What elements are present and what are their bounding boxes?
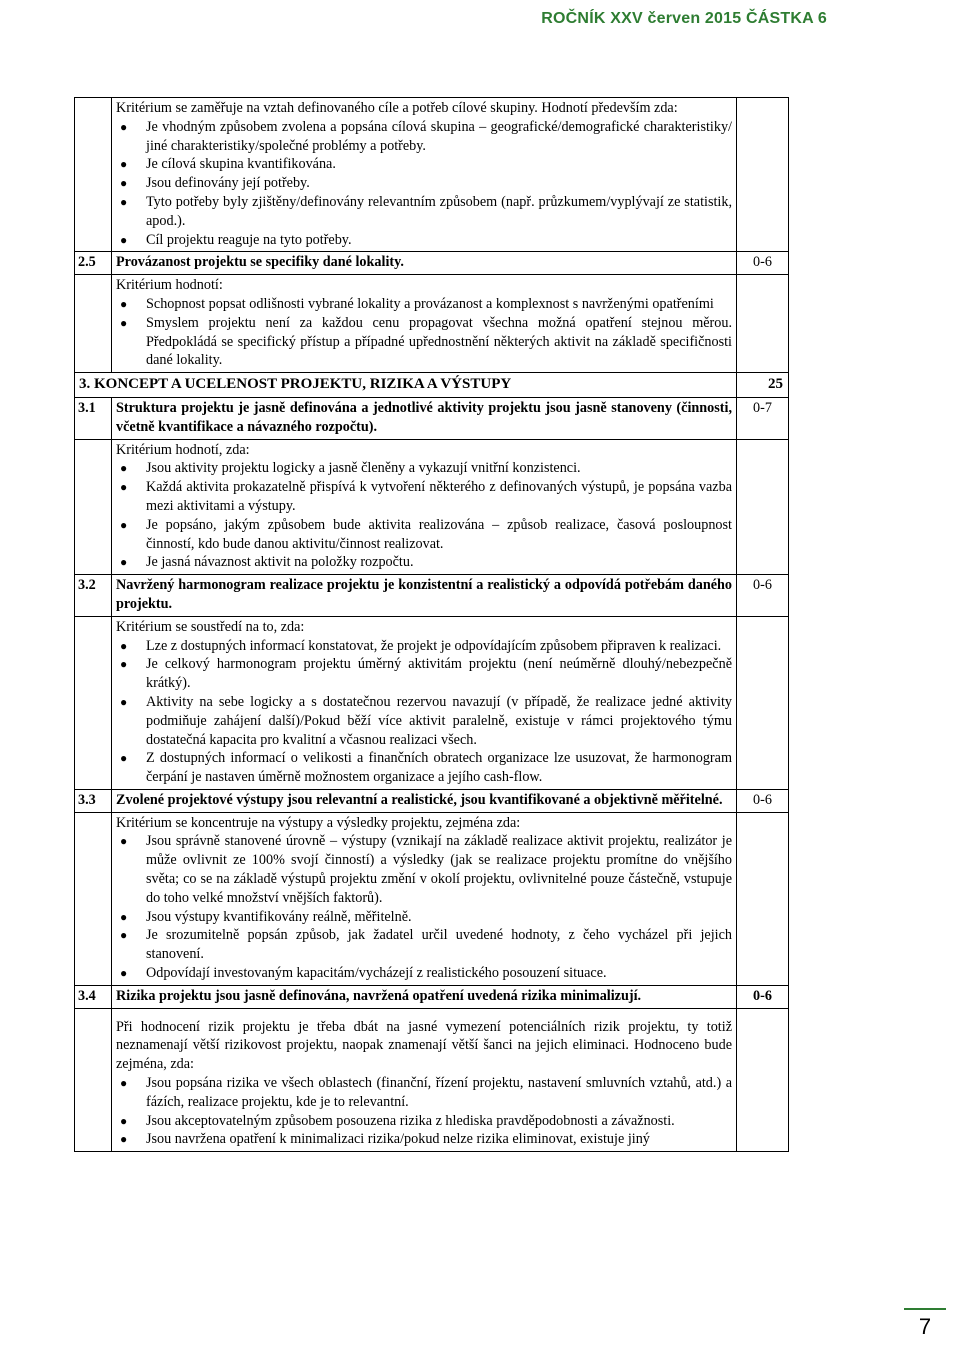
- table-row: [75, 397, 789, 439]
- criterion-number: 3.1: [75, 397, 112, 439]
- bullet-icon: ●: [120, 694, 128, 709]
- criterion-intro: Kritérium hodnotí:: [116, 277, 223, 294]
- criterion-points: 0-6: [737, 985, 789, 1008]
- table-row: [75, 439, 789, 575]
- criterion-bullet-list: [116, 832, 732, 982]
- list-item: ● Jsou akceptovatelným způsobem posouzena rizika z hlediska pravděpodobnosti a závažnosti.: [120, 1112, 675, 1129]
- bullet-icon: ●: [120, 657, 128, 672]
- bullet-icon: ●: [120, 176, 128, 191]
- criterion-description: [112, 812, 737, 985]
- bullet-icon: ●: [120, 315, 128, 330]
- criterion-number: 3.2: [75, 575, 112, 617]
- bullet-icon: ●: [120, 1113, 128, 1128]
- criterion-bullet-list: [116, 459, 732, 572]
- criterion-points: 0-6: [737, 789, 789, 812]
- criterion-points: 0-6: [737, 252, 789, 275]
- bullet-icon: ●: [120, 834, 128, 849]
- table-row: [75, 789, 789, 812]
- list-item: ● Aktivity na sebe logicky a s dostatečnou rezervou navazují (v případě, že realizace jedné aktivity podmiňuje zahájení další)/Pokud běží více aktivit paralelně, existuje v rámci projektového týmu dostatečná kapacita pro kvalitní a včasnou realizaci všech.: [120, 693, 732, 748]
- list-item: ● Je celkový harmonogram projektu úměrný aktivitám projektu (není neúměrně dlouhý/nebezpečně krátký).: [120, 656, 732, 692]
- criterion-description: [112, 439, 737, 575]
- list-item: ● Jsou výstupy kvantifikovány reálně, měřitelně.: [120, 908, 412, 925]
- bullet-icon: ●: [120, 517, 128, 532]
- table-row: [75, 985, 789, 1008]
- criterion-number: 3.4: [75, 985, 112, 1008]
- criterion-title: Struktura projektu je jasně definována a jednotlivé aktivity projektu jsou jasně stanoveny (činnosti, včetně kvantifikace a návazného rozpočtu).: [112, 397, 737, 439]
- criterion-points: 0-7: [737, 397, 789, 439]
- list-item: ● Schopnost popsat odlišnosti vybrané lokality a provázanost a komplexnost s navrženými opatřeními: [120, 295, 714, 312]
- bullet-icon: ●: [120, 1132, 128, 1147]
- table-row: [75, 812, 789, 985]
- bullet-icon: ●: [120, 928, 128, 943]
- criterion-intro: Kritérium se soustředí na to, zda:: [116, 618, 305, 635]
- table-row: [75, 1008, 789, 1152]
- bullet-icon: ●: [120, 119, 128, 134]
- page-number: 7: [904, 1308, 946, 1342]
- list-item: ● Každá aktivita prokazatelně přispívá k vytvoření některého z definovaných výstupů, je popsána vazba mezi aktivitami a výstupy.: [120, 479, 732, 514]
- bullet-icon: ●: [120, 555, 128, 570]
- bullet-icon: ●: [120, 194, 128, 209]
- criterion-title: Rizika projektu jsou jasně definována, navržená opatření uvedená rizika minimalizují.: [112, 985, 737, 1008]
- list-item: ● Jsou navržena opatření k minimalizaci rizika/pokud nelze rizika eliminovat, existuje jiný: [120, 1131, 650, 1148]
- section-points: 25: [737, 373, 789, 398]
- section-title: 3. KONCEPT A UCELENOST PROJEKTU, RIZIKA A VÝSTUPY: [75, 373, 737, 398]
- criterion-number: 2.5: [75, 252, 112, 275]
- criterion-bullet-list: [116, 118, 732, 250]
- table-row: [75, 616, 789, 789]
- evaluation-criteria-table: [74, 97, 789, 1152]
- list-item: ● Smyslem projektu není za každou cenu propagovat všechna možná opatření stejnou měrou. Předpokládá se specifický přístup a případné upřednostnění některých aktivit na základě specifičnosti dané lokality.: [120, 314, 732, 369]
- list-item: ● Cíl projektu reaguje na tyto potřeby.: [120, 231, 352, 248]
- criterion-description: [112, 275, 737, 373]
- list-item: ● Jsou definovány její potřeby.: [120, 175, 310, 192]
- criterion-title: Zvolené projektové výstupy jsou relevantní a realistické, jsou kvantifikované a objektivně měřitelné.: [112, 789, 737, 812]
- list-item: ● Je cílová skupina kvantifikována.: [120, 156, 336, 173]
- bullet-icon: ●: [120, 157, 128, 172]
- list-item: ● Odpovídají investovaným kapacitám/vycházejí z realistického posouzení situace.: [120, 965, 607, 982]
- bullet-icon: ●: [120, 1076, 128, 1091]
- criterion-bullet-list: [116, 637, 732, 787]
- table-row: [75, 98, 789, 252]
- list-item: ● Je srozumitelně popsán způsob, jak žadatel určil uvedené hodnoty, z čeho vycházel při jejich stanovení.: [120, 927, 732, 963]
- bullet-icon: ●: [120, 296, 128, 311]
- criterion-number: 3.3: [75, 789, 112, 812]
- criterion-bullet-list: [116, 295, 732, 370]
- criterion-bullet-list: [116, 1074, 732, 1149]
- section-heading-row: [75, 373, 789, 398]
- list-item: ● Je jasná návaznost aktivit na položky rozpočtu.: [120, 554, 414, 571]
- table-row: [75, 252, 789, 275]
- bullet-icon: ●: [120, 638, 128, 653]
- criterion-intro: Při hodnocení rizik projektu je třeba dbát na jasné vymezení potenciálních rizik projektu, ty totiž neznamenají větší rizikovost projektu, naopak znamenají větší šanci na jejich eliminaci. Hodnoceno bude zejména, zda:: [116, 1018, 732, 1073]
- table-row: [75, 575, 789, 617]
- running-header: ROČNÍK XXV červen 2015 ČÁSTKA 6: [541, 10, 827, 27]
- list-item: ● Jsou správně stanovené úrovně – výstupy (vznikají na základě realizace aktivit projektu, realizátor je může ovlivnit ze 100% svojí činností) a výsledky (jak se realizace projektu promítne do vnějšího světa; co se na základě výstupů projektu změní v okolí projektu, ovlivnitelné pouze částečně, vstupuje do toho velké množství vnějších faktorů).: [120, 833, 732, 906]
- criterion-description: [112, 616, 737, 789]
- bullet-icon: ●: [120, 966, 128, 981]
- criterion-description: [112, 1008, 737, 1152]
- list-item: ● Je popsáno, jakým způsobem bude aktivita realizována – způsob realizace, časová posloupnost činností, kdo bude danou aktivitu/činnost realizovat.: [120, 516, 732, 552]
- list-item: ● Tyto potřeby byly zjištěny/definovány relevantním způsobem (např. průzkumem/vyplývají ze statistik, apod.).: [120, 193, 732, 229]
- list-item: ● Jsou aktivity projektu logicky a jasně členěny a vykazují vnitřní konzistenci.: [120, 460, 581, 477]
- criterion-description: [112, 98, 737, 252]
- criterion-intro: Kritérium se zaměřuje na vztah definovaného cíle a potřeb cílové skupiny. Hodnotí především zda:: [116, 100, 678, 116]
- list-item: ● Lze z dostupných informací konstatovat, že projekt je odpovídajícím způsobem připraven k realizaci.: [120, 637, 722, 654]
- bullet-icon: ●: [120, 909, 128, 924]
- bullet-icon: ●: [120, 232, 128, 247]
- list-item: ● Z dostupných informací o velikosti a finančních obratech organizace lze usuzovat, že harmonogram čerpání je nastaven úměrně možnostem organizace a jejího cash-flow.: [120, 750, 732, 786]
- table-row: [75, 275, 789, 373]
- list-item: ● Je vhodným způsobem zvolena a popsána cílová skupina – geografické/demografické charakteristiky/ jiné charakteristiky/společné problémy a potřeby.: [120, 118, 732, 154]
- bullet-icon: ●: [120, 461, 128, 476]
- criterion-title: Provázanost projektu se specifiky dané lokality.: [112, 252, 737, 275]
- bullet-icon: ●: [120, 480, 128, 495]
- criterion-intro: Kritérium se koncentruje na výstupy a výsledky projektu, zejména zda:: [116, 814, 521, 831]
- criterion-points: 0-6: [737, 575, 789, 617]
- criterion-title: Navržený harmonogram realizace projektu je konzistentní a realistický a odpovídá potřebám daného projektu.: [112, 575, 737, 617]
- list-item: ● Jsou popsána rizika ve všech oblastech (finanční, řízení projektu, nastavení smluvních vztahů, atd.) a fázích, realizace projektu, kde je to relevantní.: [120, 1075, 732, 1110]
- bullet-icon: ●: [120, 751, 128, 766]
- criterion-intro: Kritérium hodnotí, zda:: [116, 441, 250, 458]
